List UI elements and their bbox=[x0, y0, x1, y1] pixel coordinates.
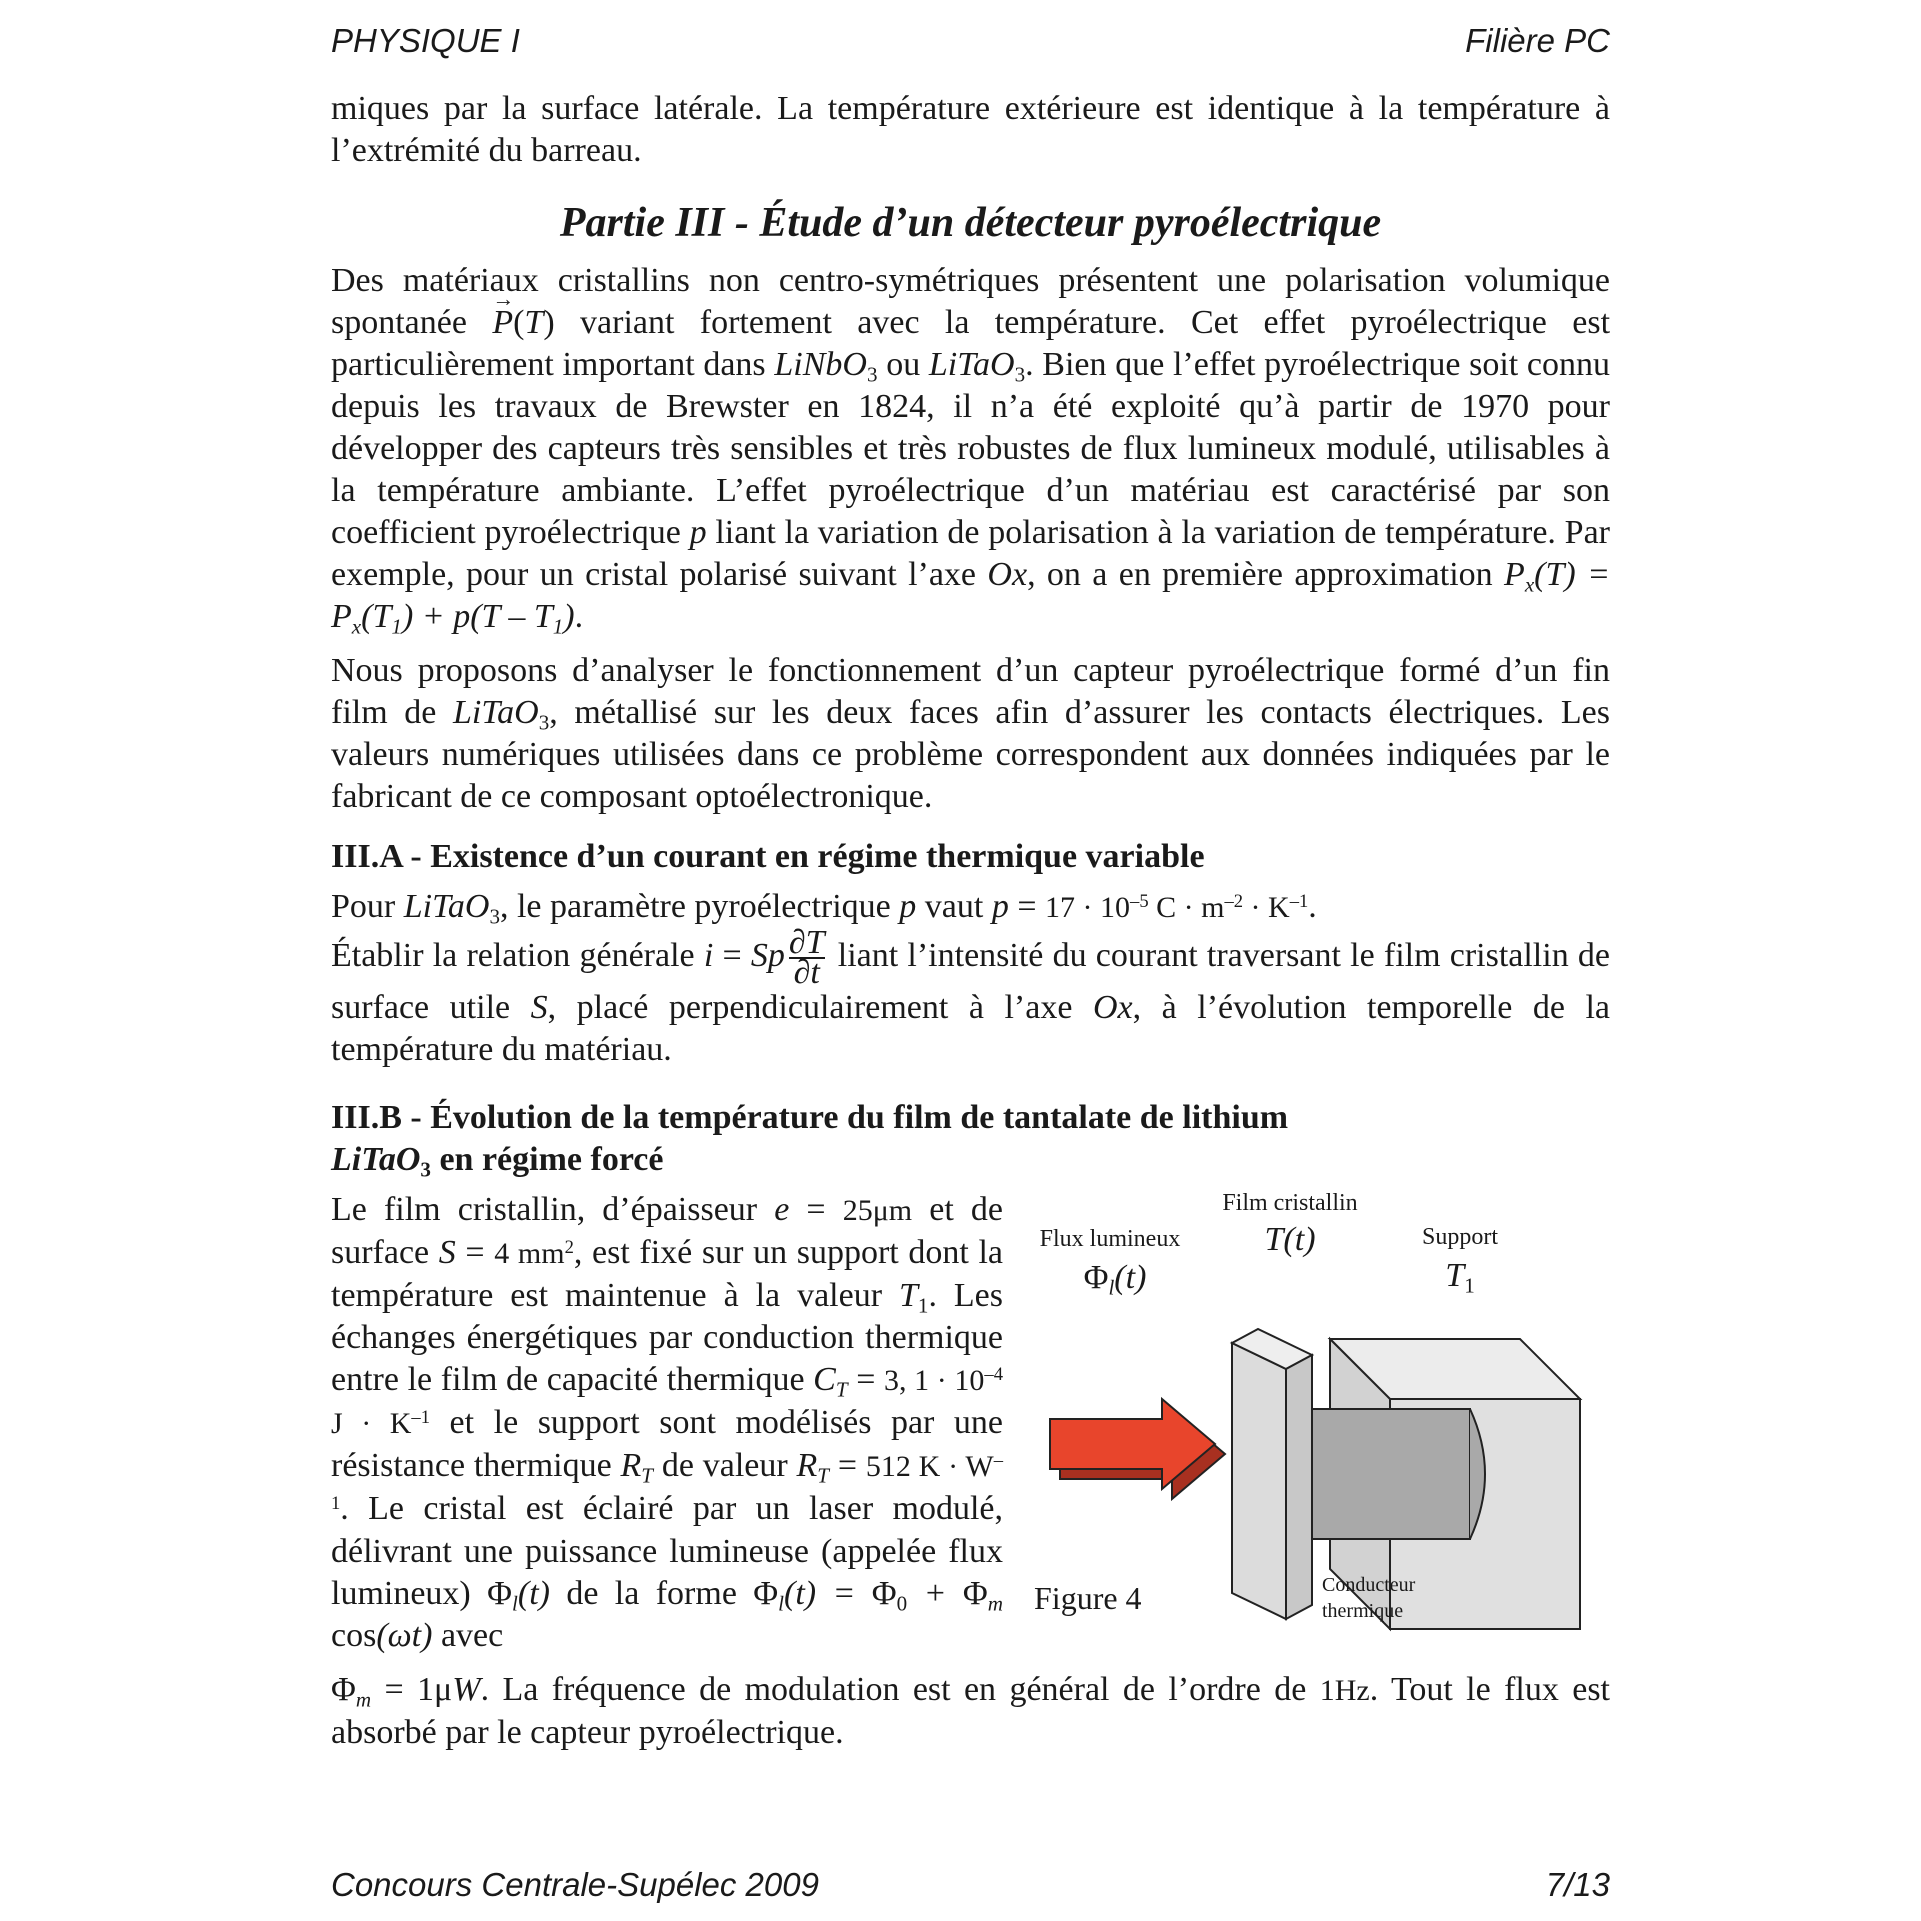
flux-label: Flux lumineux bbox=[1039, 1226, 1181, 1252]
paragraph-capteur: Nous proposons d’analyser le fonctionnement d’un capteur pyroélectrique formé d’un fin film de LiTaO$_3$, métallisé sur les deux faces afin d’assurer les contacts électriques. Les valeurs numériques utilisées dans ce problème correspondent aux données indiquées par le fabricant de ce composant optoélectronique. bbox=[331, 652, 1610, 815]
film-temperature-symbol: T(t) bbox=[1264, 1221, 1316, 1258]
support-temperature-symbol: $T_1$ bbox=[1445, 1257, 1475, 1298]
figure-caption: Figure 4 bbox=[1034, 1580, 1142, 1616]
film-plate-side bbox=[1286, 1355, 1312, 1619]
paragraph-section-a-value: Pour LiTaO$_3$, le paramètre pyroélectrique p vaut $p = 17 \cdot 10^{-5}$ $C \cdot m^{-2} \cdot K^{-1}$. bbox=[331, 888, 1317, 929]
flux-symbol: $\Phi_l(t)$ bbox=[1083, 1259, 1147, 1300]
header-left: PHYSIQUE I bbox=[331, 22, 520, 59]
section-a-title: III.A - Existence d’un courant en régime thermique variable bbox=[331, 838, 1205, 875]
part-title: Partie III - Étude d’un détecteur pyroélectrique bbox=[559, 200, 1382, 246]
support-label: Support bbox=[1421, 1224, 1498, 1250]
footer-right: 7/13 bbox=[1545, 1866, 1610, 1903]
footer-left: Concours Centrale-Supélec 2009 bbox=[331, 1866, 819, 1903]
intro-paragraph: miques par la surface latérale. La température extérieure est identique à la température à l’extrémité du barreau. bbox=[331, 90, 1610, 169]
fraction-dT-dt: $\frac{\partial T}{\partial t}$ bbox=[788, 924, 825, 991]
paragraph-section-b-end: $\Phi_m = 1\mu W$. La fréquence de modulation est en général de l’ordre de 1Hz. Tout le flux est absorbé par le capteur pyroélectrique. bbox=[331, 1671, 1611, 1751]
section-b-title: III.B - Évolution de la température du film de tantalate de lithium LiTaO$_3$ en régime forcé bbox=[331, 1099, 1289, 1182]
header-right: Filière PC bbox=[1465, 22, 1610, 59]
paragraph-pyroelectric-intro: Des matériaux cristallins non centro-symétriques présentent une polarisation volumique spontanée → P(T) variant fortement avec la température. Cet effet pyroélectrique est particulièrement important dans LiNbO$_3$ ou LiTaO$_3$. Bien que l’effet pyroélectrique soit connu depuis les travaux de Brewster en 1824, il n’a été exploité qu’à partir de 1970 pour développer des capteurs très sensibles et très robustes de flux lumineux modulé, utilisables à la température ambiante. L’effet pyroélectrique d’un matériau est caractérisé par son coefficient pyroélectrique p liant la variation de polarisation à la variation de température. Par exemple, pour un cristal polarisé suivant l’axe Ox, on a en première approximation $P_x(T) = P_x(T_1) + p(T - T_1)$. bbox=[331, 260, 1610, 638]
paragraph-section-a-question: Établir la relation générale i = Sp $\frac{\partial T}{\partial t}$ liant l’intensité du courant traversant le film cristallin de surface utile S, placé perpendiculairement à l’axe Ox, à l’évolution temporelle de la température du matériau. bbox=[331, 924, 1611, 1068]
conductor-label: Conducteur thermique bbox=[1322, 1574, 1416, 1622]
film-plate-front bbox=[1232, 1343, 1286, 1619]
film-label: Film cristallin bbox=[1222, 1190, 1358, 1216]
paragraph-section-b-text: Le film cristallin, d’épaisseur e = 25μm et de surface S = 4 $mm^2$, est fixé sur un support dont la température est maintenue à la valeur $T_1$. Les échanges énergétiques par conduction thermique entre le film de capacité thermique $C_T = 3$, $1 \cdot 10^{-4}$ $J \cdot K^{-1}$ et le support sont modélisés par une résistance thermique $R_T$ de valeur $R_T = 512$ $K \cdot W^{-1}$. Le cristal est éclairé par un laser modulé, délivrant une puissance lumineuse (appelée flux lumineux) $\Phi_l(t)$ de la forme $\Phi_l(t) = \Phi_0 + \Phi_m$ cos(ωt) avec bbox=[331, 1191, 1004, 1654]
page-content bbox=[331, 88, 1610, 1754]
thermal-conductor-cylinder bbox=[1310, 1409, 1470, 1539]
formula-polarisation: $P_x(T) = P_x(T_1) + p(T - T_1)$ bbox=[331, 556, 1611, 639]
figure-4 bbox=[1020, 1189, 1600, 1669]
